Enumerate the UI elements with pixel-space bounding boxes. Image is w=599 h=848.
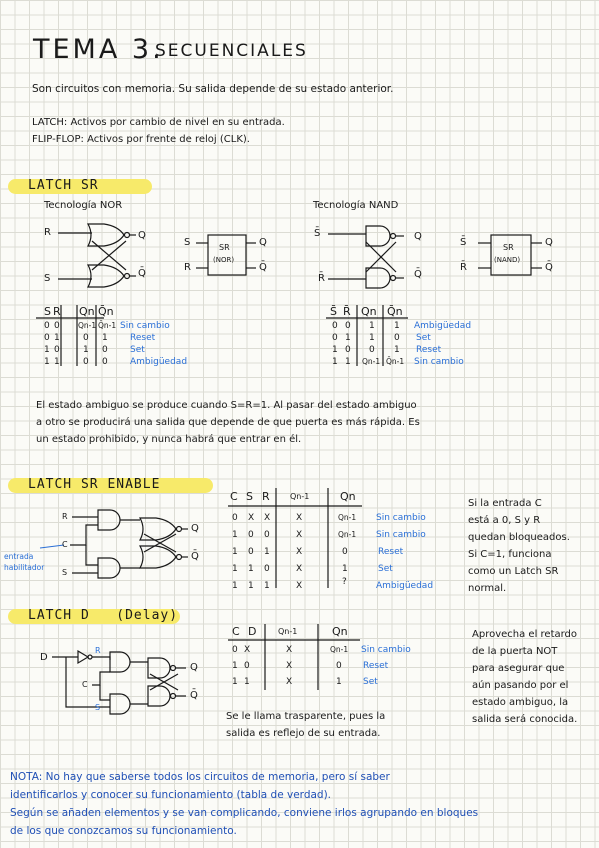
table-cell: 1 [248, 564, 254, 574]
table-cell: 1 [54, 333, 60, 343]
table-cell: Qn-1 [362, 357, 381, 366]
nandblock-input-sbar: S̄ [460, 237, 467, 248]
norblock-sublabel: (NOR) [213, 256, 235, 264]
table-cell: 0 [342, 547, 348, 557]
latchd-input-c: C [82, 680, 88, 689]
table-cell: 1 [394, 321, 400, 331]
table-annotation: Ambigüedad [130, 357, 188, 367]
table-cell: 1 [332, 345, 338, 355]
table-cell: 0 [264, 564, 270, 574]
table-cell: 0 [369, 345, 375, 355]
table-cell: 0 [345, 321, 351, 331]
table-header: S [44, 305, 51, 318]
table-cell: 1 [248, 581, 254, 591]
table-cell: 1 [44, 345, 50, 355]
section-heading-latch-sr: LATCH SR [28, 178, 99, 193]
table-cell: X [248, 513, 255, 523]
latchd-side-note-1: Aprovecha el retardo [472, 629, 578, 640]
table-annotation: Sin cambio [376, 513, 426, 523]
table-cell: 0 [54, 321, 60, 331]
latchd-note-line-2: salida es reflejo de su entrada. [226, 728, 381, 739]
latchd-output-qbar: Q̄ [190, 690, 198, 701]
table-annotation: Ambigüedad [376, 581, 434, 591]
nand-input-rbar: R̄ [318, 273, 325, 284]
table-annotation: Set [416, 333, 431, 343]
table-cell: 0 [248, 547, 254, 557]
table-cell: X [296, 530, 303, 540]
table-header: Qn-1 [278, 627, 298, 636]
table-cell: 0 [264, 530, 270, 540]
table-cell: X [296, 564, 303, 574]
table-cell: 0 [232, 513, 238, 523]
table-cell: 1 [102, 333, 108, 343]
table-cell: 1 [232, 677, 238, 687]
table-header: S [246, 490, 253, 503]
table-cell: ? [342, 577, 347, 587]
latchd-label-r: R [95, 646, 101, 655]
nand-output-qbar: Q̄ [414, 269, 422, 280]
table-header: R [262, 490, 270, 503]
table-header: Qn [361, 305, 377, 318]
table-cell: X [296, 547, 303, 557]
table-cell: X [286, 661, 293, 671]
latchd-note-line-1: Se le llama trasparente, pues la [226, 711, 386, 722]
nand-output-q: Q [414, 231, 422, 242]
enable-side-note-1: Si la entrada C [468, 498, 542, 509]
enable-label-line-2: habilitador [4, 563, 45, 572]
enable-output-qbar: Q̄ [191, 551, 199, 562]
table-cell: 1 [232, 530, 238, 540]
table-cell: X [296, 581, 303, 591]
table-annotation: Set [363, 677, 378, 687]
table-header: Q̄n [98, 305, 114, 318]
table-header: Qn-1 [290, 492, 310, 501]
table-cell: 0 [244, 661, 250, 671]
table-cell: 1 [44, 357, 50, 367]
latchd-label-s: S [95, 703, 101, 712]
enable-side-note-2: está a 0, S y R [468, 515, 541, 526]
section-heading-latch-d: LATCH D (Delay) [28, 608, 179, 623]
nor-output-q: Q [138, 230, 146, 241]
enable-input-r: R [62, 512, 68, 521]
table-cell: 0 [332, 333, 338, 343]
latchd-side-note-2: de la puerta NOT [472, 646, 558, 657]
table-header: C [230, 490, 238, 503]
table-cell: Q̄n-1 [98, 321, 117, 330]
table-annotation: Reset [416, 345, 442, 355]
table-cell: X [244, 645, 251, 655]
table-annotation: Sin cambio [414, 357, 464, 367]
norblock-label: SR [219, 243, 230, 252]
table-annotation: Ambigüedad [414, 321, 472, 331]
table-cell: X [296, 513, 303, 523]
norblock-output-qbar: Q̄ [259, 262, 267, 273]
table-annotation: Sin cambio [376, 530, 426, 540]
sr-note-line-2: a otro se producirá una salida que depende de que puerta es más rápida. Es [36, 417, 420, 428]
enable-side-note-3: quedan bloqueados. [468, 532, 570, 543]
table-cell: Qn-1 [78, 321, 97, 330]
enable-side-note-5: como un Latch SR [468, 566, 559, 577]
enable-side-note-6: normal. [468, 583, 507, 594]
table-cell: 0 [83, 333, 89, 343]
table-cell: 1 [232, 564, 238, 574]
table-annotation: Sin cambio [120, 321, 170, 331]
table-header: Qn [340, 490, 356, 503]
table-annotation: Set [130, 345, 145, 355]
table-cell: 1 [232, 661, 238, 671]
latch-definition: LATCH: Activos por cambio de nivel en su entrada. [32, 117, 285, 128]
table-annotation: Reset [378, 547, 404, 557]
enable-input-s: S [62, 568, 68, 577]
table-cell: 0 [332, 321, 338, 331]
table-cell: 0 [248, 530, 254, 540]
table-cell: 1 [232, 581, 238, 591]
table-annotation: Reset [363, 661, 389, 671]
table-header: Q̄n [387, 305, 403, 318]
norblock-input-s: S [184, 237, 191, 248]
table-cell: 0 [54, 345, 60, 355]
table-cell: Qn-1 [338, 513, 357, 522]
nor-tech-label: Tecnología NOR [44, 200, 123, 211]
table-header: R [53, 305, 61, 318]
table-cell: 1 [54, 357, 60, 367]
nandblock-input-rbar: R̄ [460, 262, 467, 273]
table-annotation: Reset [130, 333, 156, 343]
table-header: D [248, 625, 257, 638]
intro-text: Son circuitos con memoria. Su salida depende de su estado anterior. [32, 83, 394, 95]
table-cell: 1 [342, 564, 348, 574]
nandblock-output-qbar: Q̄ [545, 262, 553, 273]
enable-output-q: Q [191, 523, 199, 534]
table-cell: X [286, 645, 293, 655]
table-cell: Qn-1 [330, 645, 349, 654]
table-cell: 0 [102, 345, 108, 355]
table-cell: 1 [264, 547, 270, 557]
latchd-side-note-5: estado ambiguo, la [472, 697, 569, 708]
final-note-line-3: Según se añaden elementos y se van complicando, conviene irlos agrupando en bloques [10, 807, 479, 819]
nand-input-sbar: S̄ [314, 228, 321, 239]
nandblock-sublabel: (NAND) [494, 256, 521, 264]
latchd-side-note-4: aún pasando por el [472, 680, 569, 691]
table-header: Qn [332, 625, 348, 638]
table-cell: 0 [44, 321, 50, 331]
norblock-output-q: Q [259, 237, 267, 248]
nor-input-s: S [44, 273, 51, 284]
enable-side-note-4: Si C=1, funciona [468, 549, 552, 560]
table-header: C [232, 625, 240, 638]
sr-note-line-3: un estado prohibido, y nunca habrá que entrar en él. [36, 434, 302, 445]
table-cell: 1 [336, 677, 342, 687]
table-cell: 1 [264, 581, 270, 591]
table-annotation: Set [378, 564, 393, 574]
table-cell: 0 [83, 357, 89, 367]
final-note-line-4: de los que conozcamos su funcionamiento. [10, 825, 237, 837]
flipflop-definition: FLIP-FLOP: Activos por frente de reloj (CLK). [32, 134, 250, 145]
nor-output-qbar: Q̄ [138, 268, 146, 279]
table-cell: 1 [394, 345, 400, 355]
table-cell: 1 [244, 677, 250, 687]
table-cell: 1 [345, 357, 351, 367]
nandblock-label: SR [503, 243, 514, 252]
norblock-input-r: R [184, 262, 191, 273]
section-heading-latch-sr-enable: LATCH SR ENABLE [28, 477, 161, 492]
nor-input-r: R [44, 227, 51, 238]
page-subtitle: SECUENCIALES [155, 41, 308, 61]
table-cell: 0 [394, 333, 400, 343]
latchd-side-note-3: para asegurar que [472, 663, 565, 674]
page-title: TEMA 3. [33, 34, 164, 65]
table-cell: 1 [83, 345, 89, 355]
table-cell: 1 [232, 547, 238, 557]
enable-input-c: C [62, 540, 68, 549]
table-cell: 1 [369, 321, 375, 331]
sr-note-line-1: El estado ambiguo se produce cuando S=R=1. Al pasar del estado ambiguo [36, 400, 417, 411]
table-cell: 0 [44, 333, 50, 343]
table-cell: X [264, 513, 271, 523]
nandblock-output-q: Q [545, 237, 553, 248]
nand-tech-label: Tecnología NAND [313, 200, 399, 211]
table-cell: X [286, 677, 293, 687]
latchd-output-q: Q [190, 662, 198, 673]
table-cell: Q̄n-1 [386, 357, 405, 366]
table-cell: 1 [345, 333, 351, 343]
table-annotation: Sin cambio [361, 645, 411, 655]
table-cell: 0 [345, 345, 351, 355]
enable-label-line-1: entrada [4, 552, 34, 561]
table-cell: 0 [232, 645, 238, 655]
final-note-line-1: NOTA: No hay que saberse todos los circuitos de memoria, pero sí saber [10, 771, 390, 783]
table-cell: Qn-1 [338, 530, 357, 539]
table-cell: 0 [102, 357, 108, 367]
table-header: Qn [79, 305, 95, 318]
table-header: S̄ [330, 305, 337, 318]
latchd-input-d: D [40, 652, 48, 663]
latchd-side-note-6: salida será conocida. [472, 714, 578, 725]
table-cell: 1 [332, 357, 338, 367]
final-note-line-2: identificarlos y conocer su funcionamiento (tabla de verdad). [10, 789, 332, 801]
table-cell: 1 [369, 333, 375, 343]
table-cell: 0 [336, 661, 342, 671]
table-header: R̄ [343, 305, 351, 318]
